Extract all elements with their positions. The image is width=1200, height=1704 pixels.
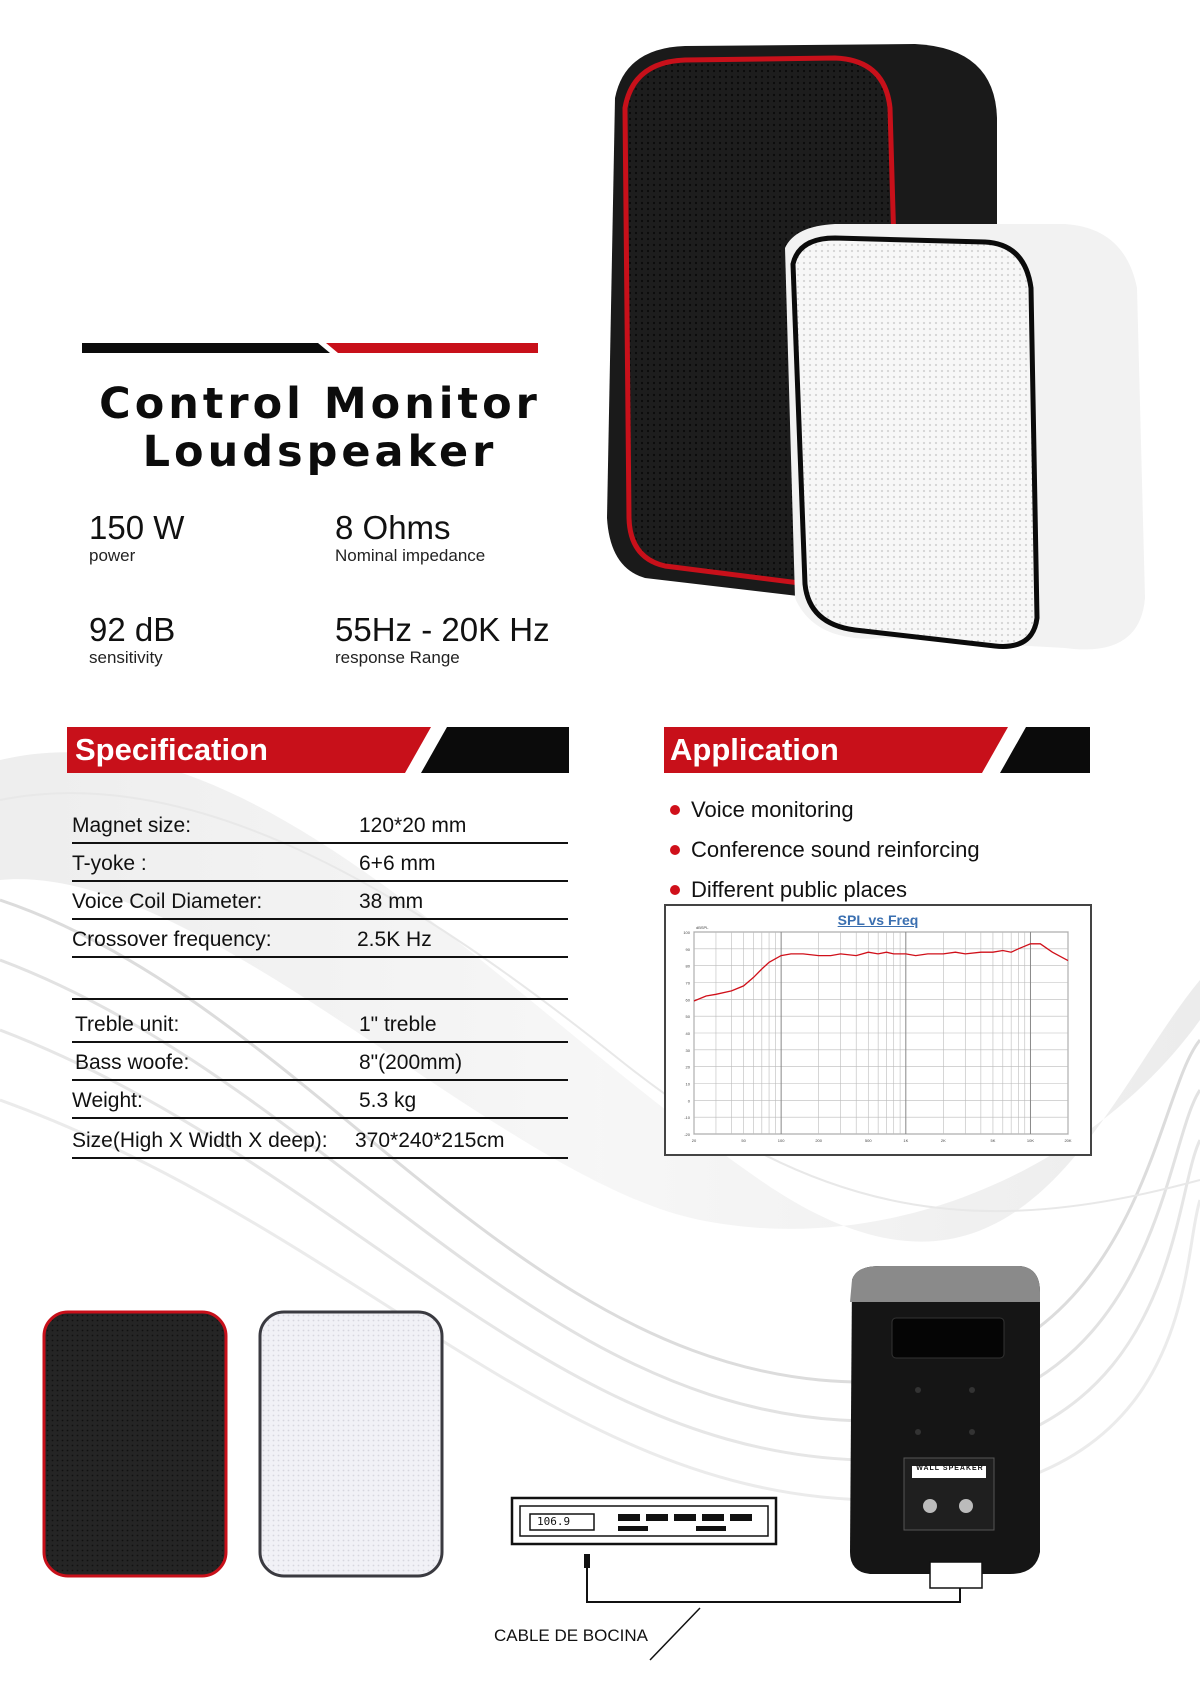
y-tick-label: -20 bbox=[684, 1132, 690, 1137]
application-item-text: Conference sound reinforcing bbox=[691, 837, 980, 862]
product-title-line2: Loudspeaker bbox=[142, 427, 498, 477]
spec-label: Weight: bbox=[72, 1089, 143, 1112]
stat-value: 55Hz - 20K Hz bbox=[335, 611, 550, 648]
spec-row bbox=[72, 842, 568, 882]
spec-value: 8"(200mm) bbox=[359, 1051, 463, 1074]
application-item-text: Voice monitoring bbox=[691, 797, 854, 822]
application-title: Application bbox=[670, 732, 839, 767]
spec-value: 5.3 kg bbox=[359, 1089, 417, 1112]
spec-value: 38 mm bbox=[359, 890, 424, 913]
stat-label: sensitivity bbox=[89, 648, 163, 667]
x-tick-label: 50 bbox=[741, 1138, 746, 1143]
connection-diagram bbox=[500, 1262, 1060, 1662]
application-item-text: Different public places bbox=[691, 877, 908, 902]
spl-chart bbox=[664, 904, 1092, 1156]
x-tick-label: 20K bbox=[1064, 1138, 1072, 1143]
title-accent-bars bbox=[82, 343, 538, 357]
spec-value: 1" treble bbox=[359, 1013, 437, 1036]
stat-value: 8 Ohms bbox=[335, 509, 451, 546]
y-axis-label: dBSPL bbox=[696, 925, 709, 930]
y-tick-label: 80 bbox=[685, 963, 690, 969]
x-tick-label: 1K bbox=[903, 1138, 909, 1143]
speaker-pair-image bbox=[585, 38, 1145, 698]
stat-value: 92 dB bbox=[89, 611, 176, 648]
y-tick-label: 90 bbox=[685, 946, 690, 952]
spec-divider bbox=[72, 998, 568, 1000]
x-tick-label: 100 bbox=[777, 1138, 785, 1143]
x-tick-label: 20 bbox=[691, 1138, 697, 1143]
y-tick-label: 30 bbox=[685, 1047, 690, 1053]
speaker-plate-label: WALL SPEAKER bbox=[916, 1465, 984, 1472]
stat-label: Nominal impedance bbox=[335, 546, 486, 565]
white-speaker-front-image bbox=[256, 1308, 446, 1580]
stat-sensitivity bbox=[89, 612, 175, 668]
spec-label: T-yoke : bbox=[72, 852, 147, 875]
receiver-display: 106.9 bbox=[537, 1515, 571, 1528]
spec-row bbox=[72, 1119, 568, 1159]
bullet-icon bbox=[670, 845, 680, 855]
specification-title: Specification bbox=[75, 732, 268, 767]
spec-label: Magnet size: bbox=[72, 814, 192, 837]
spec-value: 6+6 mm bbox=[359, 852, 436, 875]
y-tick-label: 70 bbox=[685, 980, 690, 986]
stat-value: 150 W bbox=[89, 509, 185, 546]
application-item bbox=[670, 837, 980, 863]
stat-label: power bbox=[89, 546, 136, 565]
x-tick-label: 10K bbox=[1026, 1138, 1035, 1143]
spec-value: 370*240*215cm bbox=[355, 1129, 505, 1152]
application-item bbox=[670, 877, 907, 903]
y-tick-label: 50 bbox=[685, 1014, 690, 1020]
y-tick-label: 0 bbox=[687, 1098, 690, 1104]
chart-plot bbox=[666, 906, 1090, 1154]
cable-label: CABLE DE BOCINA bbox=[494, 1626, 648, 1645]
stat-power bbox=[89, 510, 184, 566]
spec-label: Voice Coil Diameter: bbox=[72, 890, 263, 913]
chart-title: SPL vs Freq bbox=[837, 912, 919, 928]
spec-row bbox=[72, 918, 568, 958]
spec-value: 120*20 mm bbox=[359, 814, 467, 837]
spec-row bbox=[72, 1003, 568, 1043]
x-tick-label: 5K bbox=[990, 1138, 996, 1143]
black-speaker-front-image bbox=[40, 1308, 230, 1580]
x-tick-label: 2K bbox=[940, 1138, 946, 1143]
spec-label: Crossover frequency: bbox=[72, 928, 272, 951]
x-tick-label: 200 bbox=[815, 1138, 823, 1143]
stat-response-range bbox=[335, 612, 550, 668]
spec-label: Bass woofe: bbox=[75, 1051, 190, 1074]
spec-value: 2.5K Hz bbox=[357, 928, 432, 951]
y-tick-label: 20 bbox=[685, 1064, 690, 1070]
spec-row bbox=[72, 804, 568, 844]
bullet-icon bbox=[670, 885, 680, 895]
spec-row bbox=[72, 1079, 568, 1119]
y-tick-label: 40 bbox=[685, 1031, 690, 1036]
spec-label: Treble unit: bbox=[75, 1013, 180, 1036]
bullet-icon bbox=[670, 805, 680, 815]
application-item bbox=[670, 797, 854, 823]
y-tick-label: 100 bbox=[683, 930, 690, 935]
y-tick-label: -10 bbox=[684, 1115, 690, 1121]
y-tick-label: 60 bbox=[685, 997, 690, 1003]
x-tick-label: 500 bbox=[864, 1138, 872, 1143]
spec-row bbox=[72, 880, 568, 920]
stat-impedance bbox=[335, 510, 485, 566]
y-tick-label: 10 bbox=[685, 1081, 690, 1087]
stat-label: response Range bbox=[335, 648, 460, 667]
spec-row bbox=[72, 1041, 568, 1081]
spec-label: Size(High X Width X deep): bbox=[72, 1129, 328, 1152]
product-title-line1: Control Monitor bbox=[99, 379, 541, 429]
